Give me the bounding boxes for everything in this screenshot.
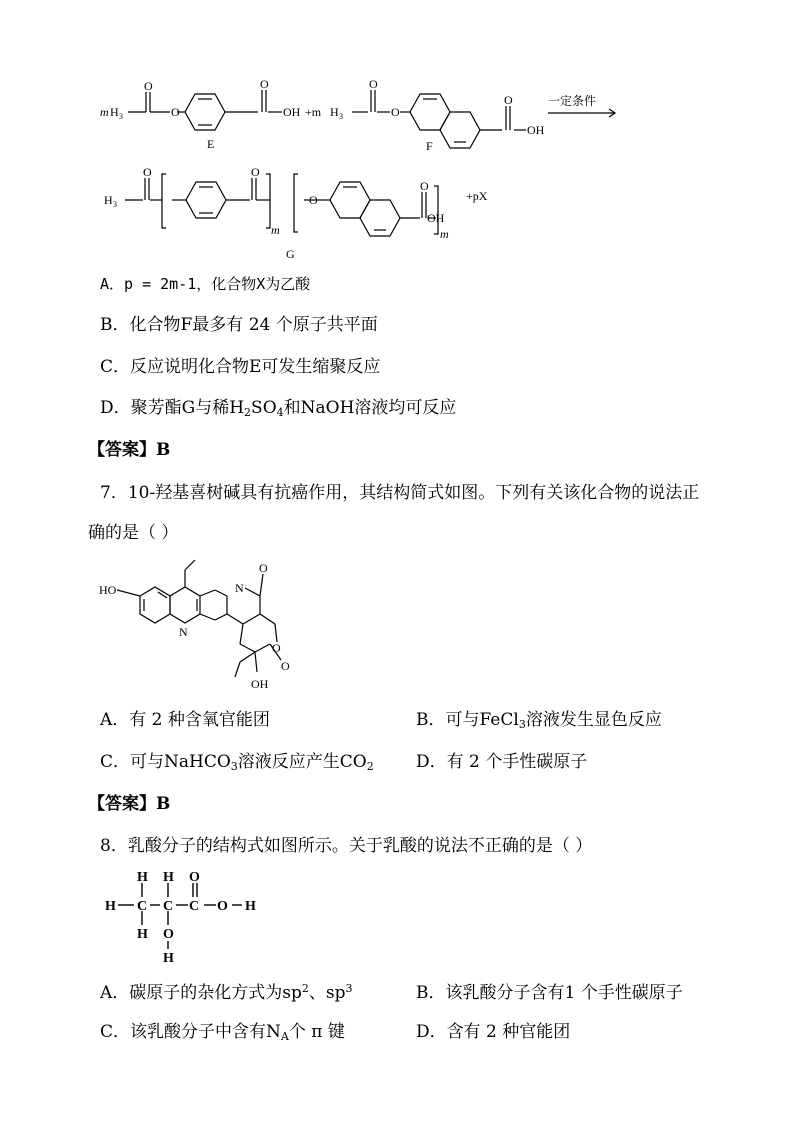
q8-structure [100,866,270,966]
svg-text:m: m [440,227,449,241]
svg-text:O: O [144,79,153,93]
q7-option-d[interactable]: D．有 2 个手性碳原子 [416,752,588,772]
svg-text:OH: OH [251,677,269,691]
svg-text:H: H [137,927,148,942]
svg-text:H: H [245,899,256,914]
svg-text:O: O [217,899,228,914]
svg-text:O: O [163,927,174,942]
q8-option-a[interactable]: A．碳原子的杂化方式为$sp^2$、$sp^3$ [100,982,353,1003]
svg-text:OH: OH [527,123,545,137]
svg-text:F: F [426,139,433,153]
svg-text:O: O [420,179,429,193]
svg-text:H: H [105,899,116,914]
svg-text:O: O [189,870,200,885]
svg-text:H: H [137,870,148,885]
svg-text:+pX: +pX [466,189,488,203]
q7-stem-line1: 7．10-羟基喜树碱具有抗癌作用，其结构简式如图。下列有关该化合物的说法正 [100,483,700,503]
reaction-scheme [90,78,630,268]
svg-text:H: H [104,193,113,207]
q8-option-d[interactable]: D．含有 2 种官能团 [416,1022,571,1042]
q7-option-a[interactable]: A．有 2 种含氧官能团 [100,710,270,730]
svg-text:+m: +m [305,105,322,119]
q7-option-c[interactable]: C．可与NaHCO$_3$溶液反应产生$CO_2$ [100,752,374,773]
q6-answer: 【答案】B [88,440,171,460]
svg-text:HO: HO [99,583,117,597]
svg-text:O: O [251,165,260,179]
q7-answer: 【答案】B [88,794,171,814]
svg-text:O: O [309,193,318,207]
svg-text:H: H [110,105,119,119]
q6-option-a[interactable]: A．p = 2m-1，化合物X为乙酸 [100,275,311,293]
svg-text:O: O [143,165,152,179]
svg-text:m: m [271,223,280,237]
q7-structure [95,552,315,697]
q6-option-d[interactable]: D．聚芳酯G与稀$H_2SO_4$和NaOH溶液均可反应 [100,398,457,419]
svg-text:O: O [259,561,268,575]
q8-option-c[interactable]: C．该乳酸分子中含有$N_A$个 π 键 [100,1022,345,1043]
svg-text:C: C [163,899,174,914]
svg-text:H: H [163,870,174,885]
svg-text:O: O [260,78,269,91]
svg-text:OH: OH [283,105,301,119]
svg-text:G: G [286,247,295,261]
q6-option-c[interactable]: C．反应说明化合物E可发生缩聚反应 [100,357,381,377]
svg-text:一定条件: 一定条件 [548,94,597,108]
svg-text:N: N [179,625,188,639]
svg-text:E: E [207,137,215,151]
svg-text:O: O [171,105,180,119]
svg-text:N: N [235,581,244,595]
svg-text:C: C [137,899,148,914]
svg-text:OH: OH [427,211,445,225]
svg-text:O: O [369,78,378,91]
q8-option-b[interactable]: B．该乳酸分子含有1 个手性碳原子 [416,983,683,1003]
svg-text:3: 3 [339,112,343,121]
svg-text:C: C [189,899,200,914]
q6-option-b[interactable]: B．化合物F最多有 24 个原子共平面 [100,315,378,335]
svg-text:H: H [163,951,174,966]
svg-text:3: 3 [113,200,117,209]
svg-text:H: H [330,105,339,119]
svg-text:O: O [281,659,290,673]
q7-option-b[interactable]: B．可与FeCl$_3$溶液发生显色反应 [416,710,662,731]
svg-text:3: 3 [119,112,123,121]
svg-text:m: m [100,105,109,119]
svg-text:O: O [504,93,513,107]
svg-text:O: O [391,105,400,119]
q8-stem: 8．乳酸分子的结构式如图所示。关于乳酸的说法不正确的是（ ） [100,836,593,856]
svg-text:O: O [272,641,281,655]
q7-stem-line2: 确的是（ ） [88,523,179,543]
